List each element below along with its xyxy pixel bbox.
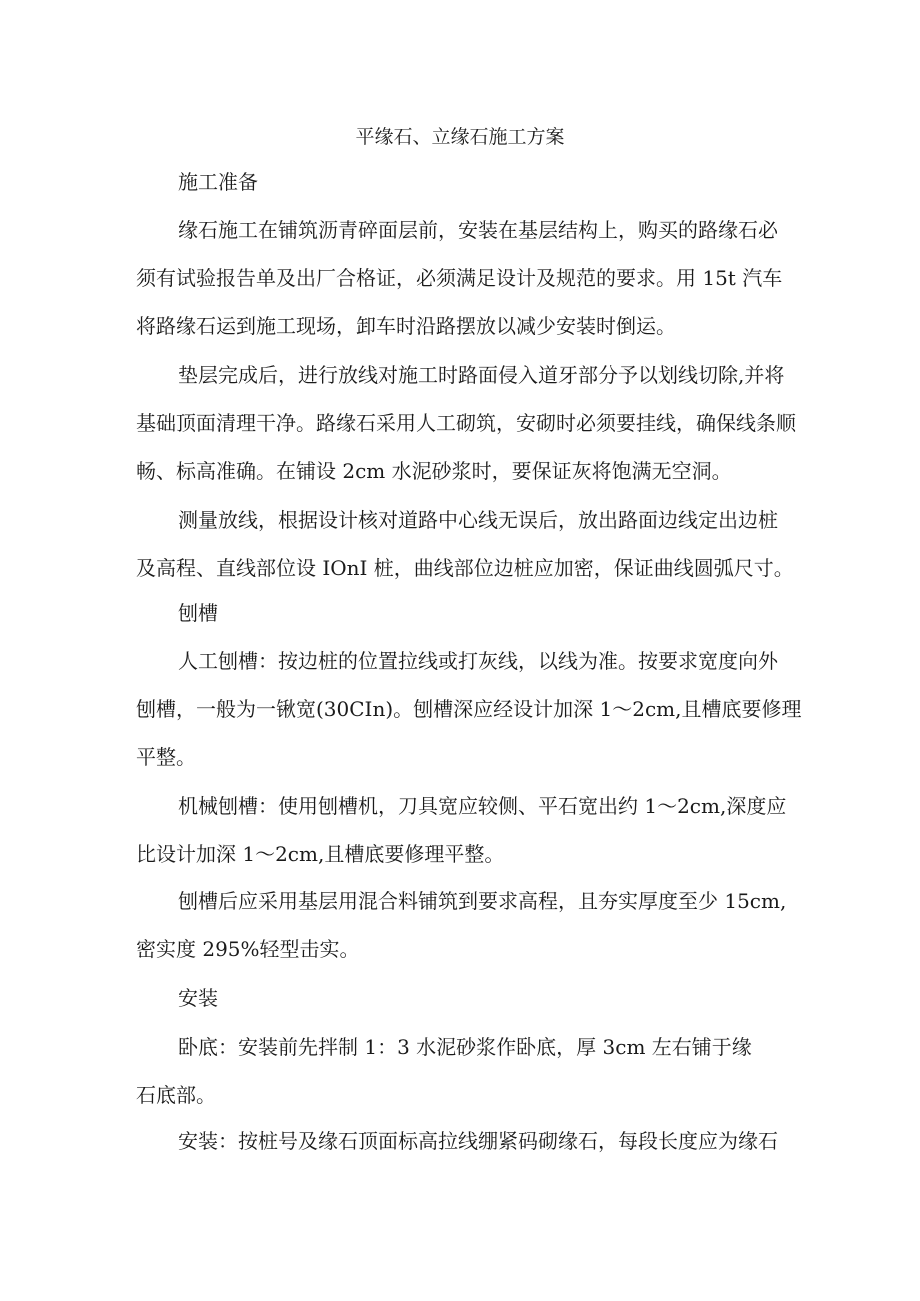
paragraph-line: 须有试验报告单及出厂合格证，必须满足设计及规范的要求。用 15t 汽车 bbox=[136, 266, 783, 290]
paragraph-line: 测量放线，根据设计核对道路中心线无误后，放出路面边线定出边桩 bbox=[178, 508, 778, 532]
paragraph-line: 垫层完成后，进行放线对施工时路面侵入道牙部分予以划线切除,并将 bbox=[178, 363, 785, 387]
paragraph-line: 卧底：安装前先拌制 1：3 水泥砂浆作卧底，厚 3cm 左右铺于缘 bbox=[178, 1035, 752, 1059]
paragraph bbox=[136, 637, 802, 781]
paragraph bbox=[136, 206, 796, 350]
paragraph bbox=[136, 1117, 796, 1165]
paragraph-line: 比设计加深 1～2cm,且槽底要修理平整。 bbox=[136, 842, 505, 866]
paragraph bbox=[136, 496, 796, 592]
paragraph bbox=[136, 1023, 796, 1119]
document-title: 平缘石、立缘石施工方案 bbox=[355, 126, 565, 148]
paragraph bbox=[136, 351, 796, 495]
paragraph-line: 刨槽，一般为一锹宽(30CIn)。刨槽深应经设计加深 1～2cm,且槽底要修理 bbox=[136, 697, 802, 721]
paragraph-line: 安装：按桩号及缘石顶面标高拉线绷紧码砌缘石，每段长度应为缘石 bbox=[178, 1129, 778, 1153]
paragraph-line: 密实度 295%轻型击实。 bbox=[136, 937, 360, 961]
paragraph-line: 基础顶面清理干净。路缘石采用人工砌筑，安砌时必须要挂线，确保线条顺 bbox=[136, 411, 796, 435]
section-heading-preparation: 施工准备 bbox=[178, 170, 258, 194]
paragraph-line: 将路缘石运到施工现场，卸车时沿路摆放以减少安装时倒运。 bbox=[136, 314, 676, 338]
paragraph bbox=[136, 877, 796, 973]
paragraph-line: 机械刨槽：使用刨槽机，刀具宽应较侧、平石宽出约 1～2cm,深度应 bbox=[178, 794, 787, 818]
paragraph-line: 缘石施工在铺筑沥青碎面层前，安装在基层结构上，购买的路缘石必 bbox=[178, 218, 778, 242]
paragraph-line: 及高程、直线部位设 IOnI 桩，曲线部位边桩应加密，保证曲线圆弧尺寸。 bbox=[136, 556, 794, 580]
paragraph-line: 刨槽后应采用基层用混合料铺筑到要求高程，且夯实厚度至少 15cm, bbox=[178, 889, 787, 913]
section-heading-trenching: 刨槽 bbox=[178, 601, 218, 625]
paragraph-line: 平整。 bbox=[136, 745, 196, 769]
paragraph bbox=[136, 782, 796, 878]
section-heading-installation: 安装 bbox=[178, 986, 218, 1010]
paragraph-line: 畅、标高准确。在铺设 2cm 水泥砂浆时，要保证灰将饱满无空洞。 bbox=[136, 459, 732, 483]
paragraph-line: 石底部。 bbox=[136, 1083, 216, 1107]
paragraph-line: 人工刨槽：按边桩的位置拉线或打灰线，以线为准。按要求宽度向外 bbox=[178, 649, 778, 673]
